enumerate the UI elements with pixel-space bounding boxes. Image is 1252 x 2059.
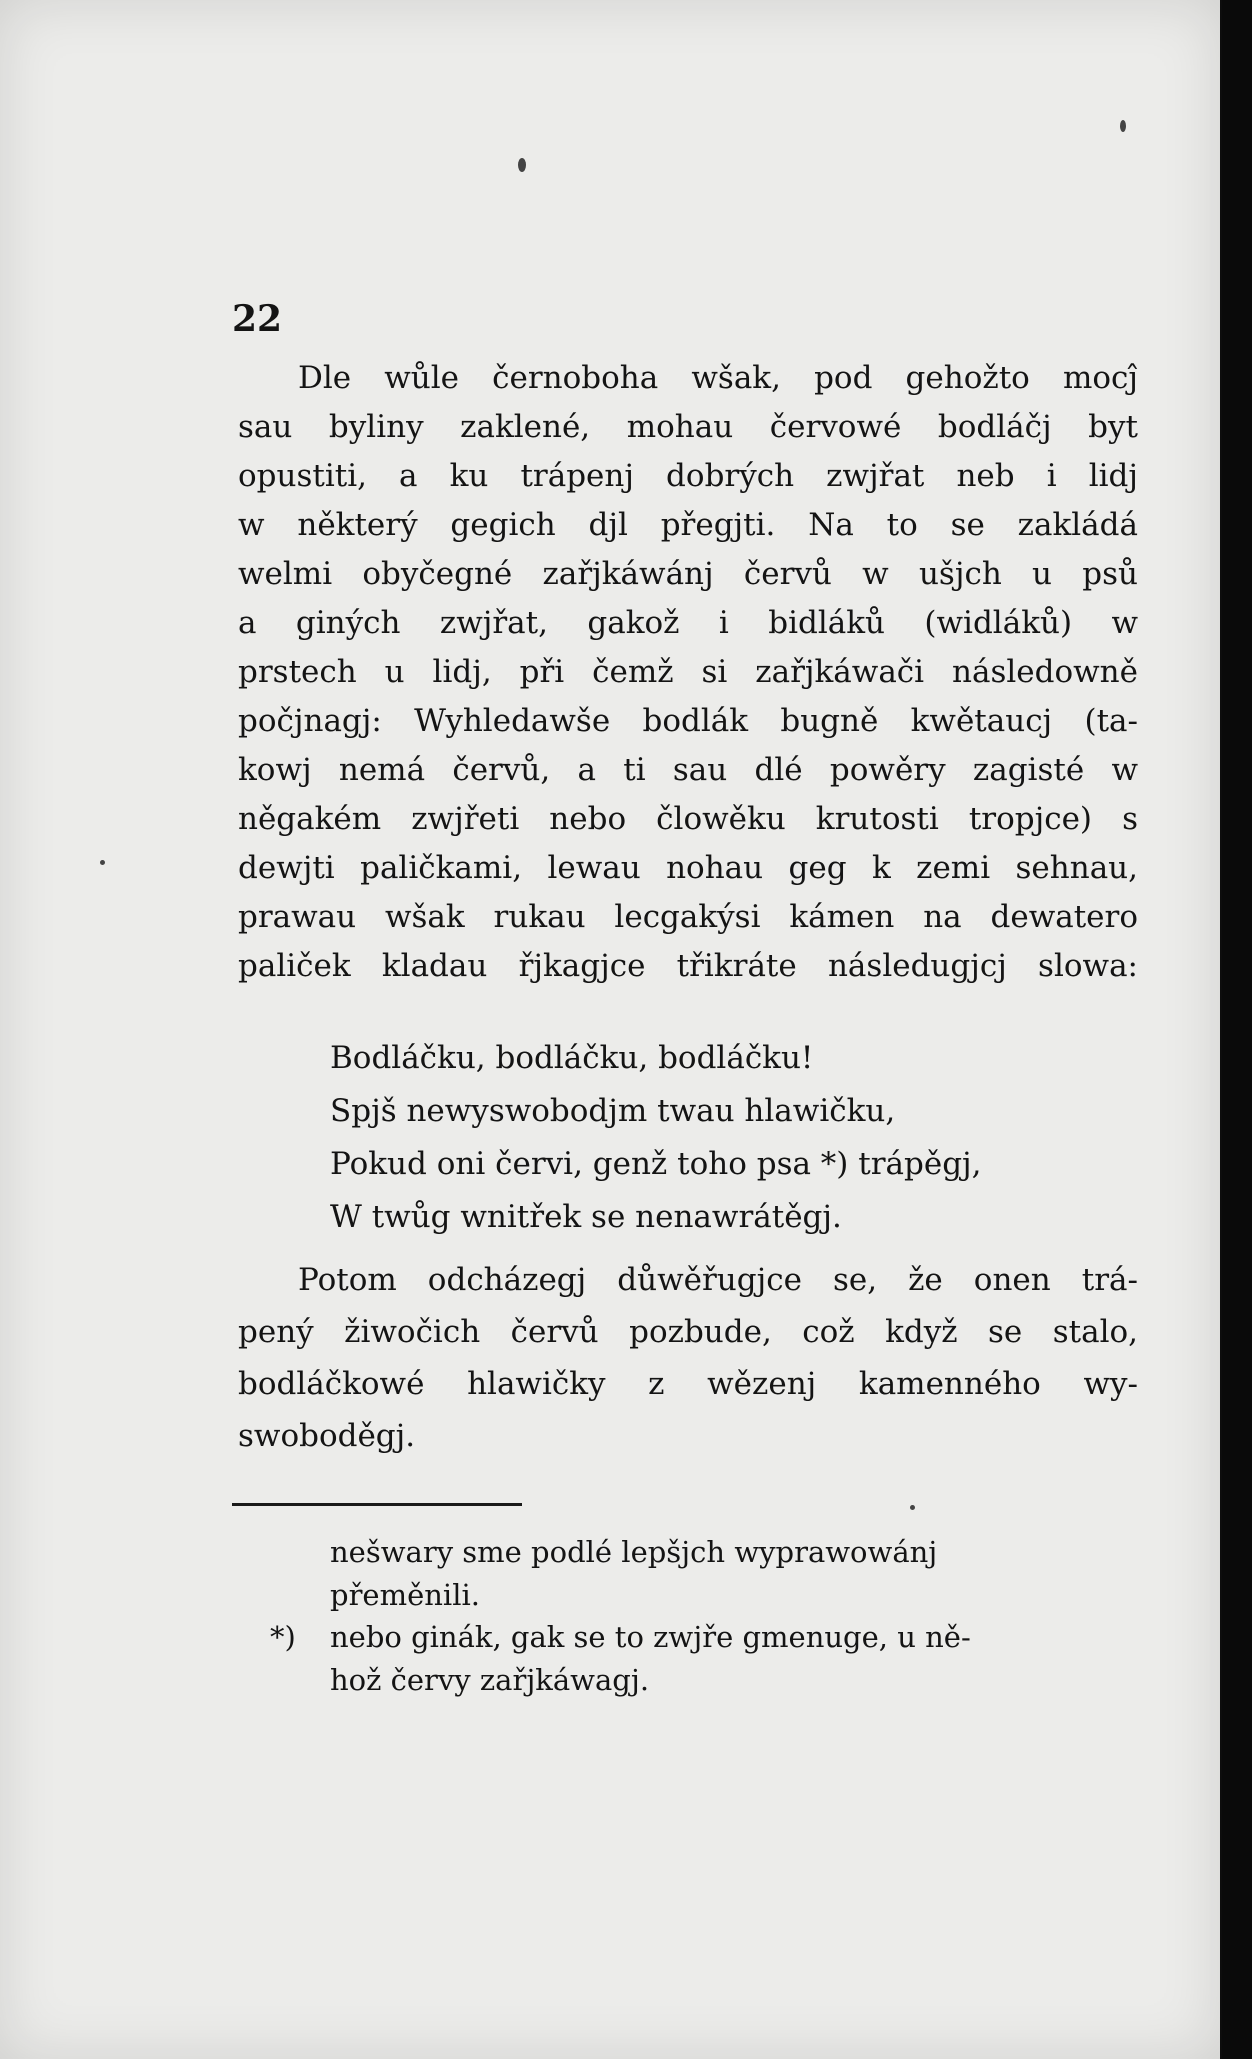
footnote-line: nešwary sme podlé lepšjch wyprawowánj bbox=[330, 1535, 938, 1569]
text-line: počjnagj: Wyhledawše bodlák bugně kwětaucj (ta- bbox=[238, 703, 1138, 739]
text-line: bodláčkowé hlawičky z wězenj kamenného wy- bbox=[238, 1366, 1138, 1402]
footnote-line: hož červy zařjkáwagj. bbox=[330, 1663, 650, 1697]
scan-edge bbox=[1222, 0, 1252, 2059]
text-line: něgakém zwjřeti nebo člowěku krutosti tropjce) s bbox=[238, 801, 1138, 837]
scan-speck bbox=[1120, 120, 1126, 132]
text-line: dewjti paličkami, lewau nohau geg k zemi sehnau, bbox=[238, 850, 1138, 886]
text-line: Dle wůle černoboha wšak, pod gehožto mocĵ bbox=[298, 360, 1138, 396]
footnote-rule bbox=[232, 1503, 522, 1506]
text-line: sau byliny zaklené, mohau červowé bodláčj byt bbox=[238, 409, 1138, 445]
text-line: a giných zwjřat, gakož i bidláků (widláků) w bbox=[238, 605, 1138, 641]
footnote-marker: *) bbox=[270, 1620, 296, 1654]
text-line: prstech u lidj, při čemž si zařjkáwači následowně bbox=[238, 654, 1138, 690]
page-number: 22 bbox=[232, 298, 283, 340]
verse-line: Spjš newyswobodjm twau hlawičku, bbox=[330, 1093, 896, 1129]
text-line: kowj nemá červů, a ti sau dlé powěry zagisté w bbox=[238, 752, 1138, 788]
text-line: opustiti, a ku trápenj dobrých zwjřat neb i lidj bbox=[238, 458, 1138, 494]
footnote-line: přeměnili. bbox=[330, 1578, 480, 1612]
text-line: Potom odcházegj důwěřugjce se, že onen trá- bbox=[298, 1262, 1138, 1298]
scan-speck bbox=[100, 860, 105, 865]
scan-speck bbox=[910, 1505, 915, 1510]
text-line: w některý gegich djl přegjti. Na to se zakládá bbox=[238, 507, 1138, 543]
text-line: pený žiwočich červů pozbude, což když se stalo, bbox=[238, 1314, 1138, 1350]
verse-line: Bodláčku, bodláčku, bodláčku! bbox=[330, 1040, 814, 1076]
text-line: paliček kladau řjkagjce třikráte následugjcj slowa: bbox=[238, 948, 1138, 984]
scan-speck bbox=[518, 158, 526, 172]
text-line: swoboděgj. bbox=[238, 1418, 416, 1454]
text-line: welmi obyčegné zařjkáwánj červů w ušjch u psů bbox=[238, 556, 1138, 592]
footnote-line: nebo ginák, gak se to zwjře gmenuge, u ně- bbox=[330, 1620, 971, 1654]
verse-line: Pokud oni červi, genž toho psa *) trápěgj, bbox=[330, 1146, 982, 1182]
verse-line: W twůg wnitřek se nenawrátěgj. bbox=[330, 1199, 842, 1235]
text-line: prawau wšak rukau lecgakýsi kámen na dewatero bbox=[238, 899, 1138, 935]
